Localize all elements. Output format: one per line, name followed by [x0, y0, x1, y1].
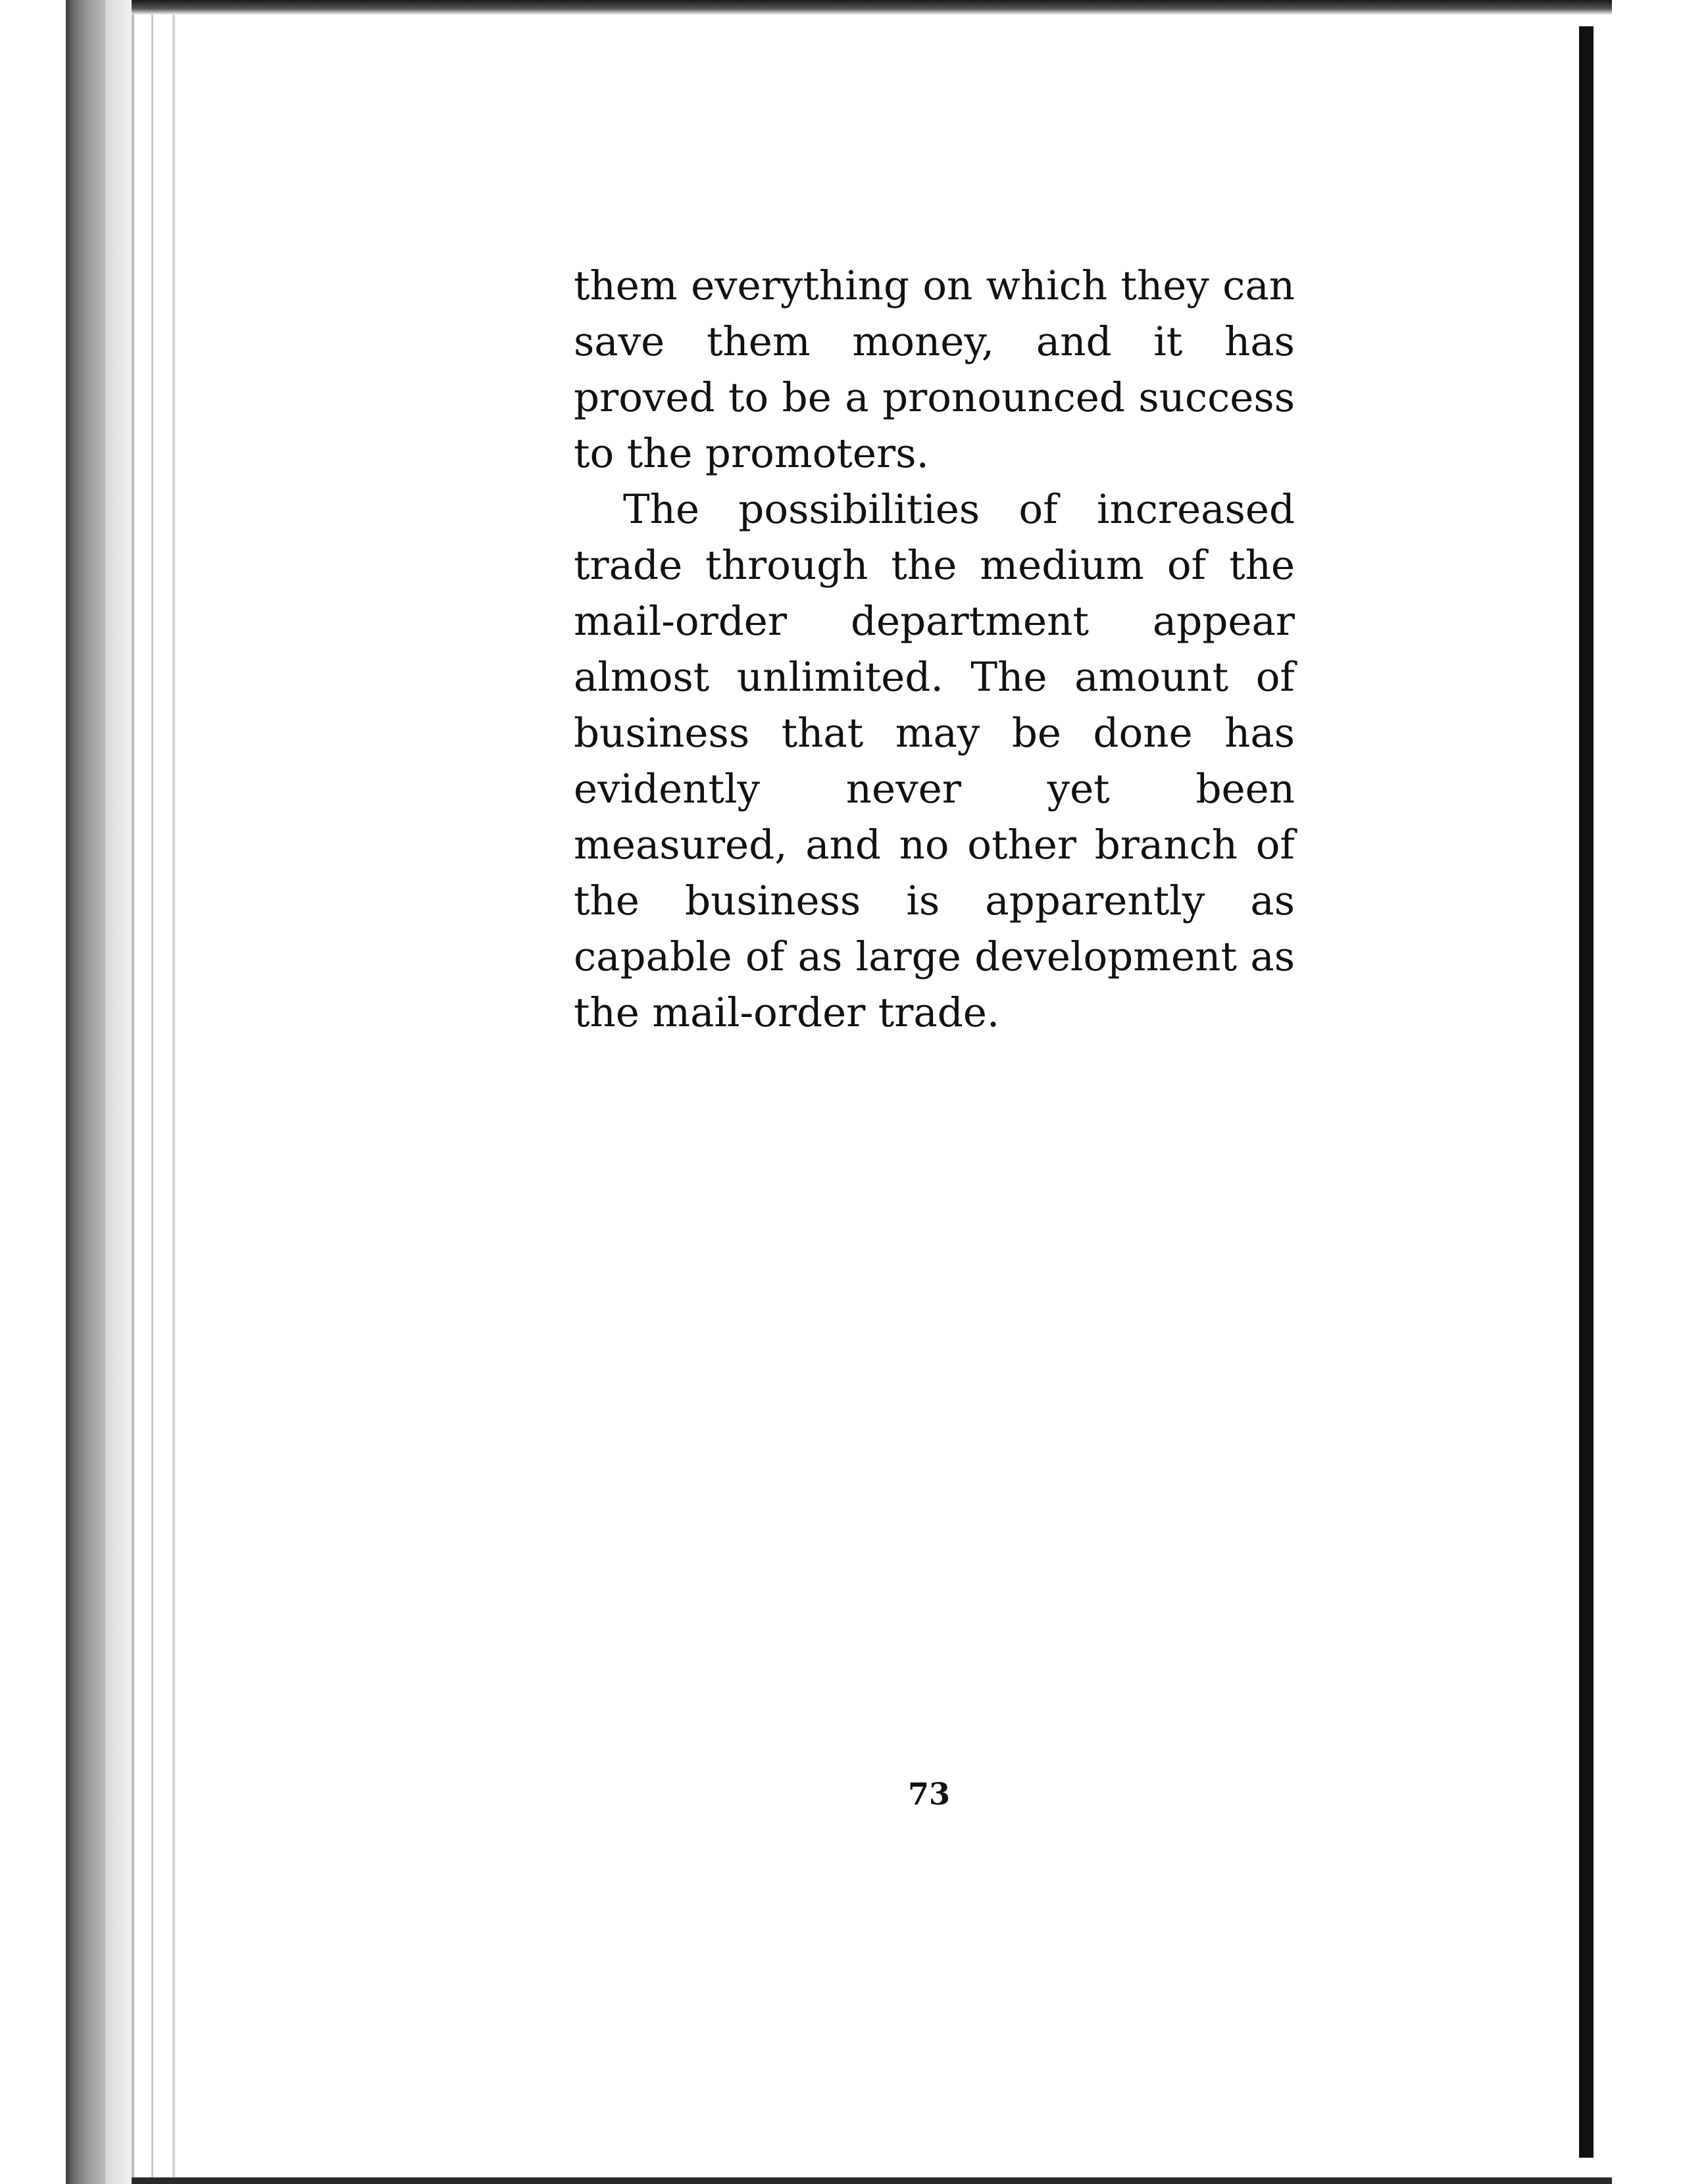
- paragraph: The possibilities of increased trade through the medium of the mail-order department appear almost unlimited. The amount of business that may be done has evidently never yet been measured, and no other branch of the business is apparently as capable of as large development as the mail-order trade.: [574, 486, 1295, 1036]
- page-edge-line: [151, 0, 153, 2184]
- page-edge-shadow: [66, 0, 105, 2184]
- page-number: 73: [908, 1776, 951, 1812]
- page-edge-stack: [105, 0, 132, 2184]
- page-edge-line: [132, 0, 134, 2184]
- book-spine: [0, 0, 178, 2184]
- body-text: [574, 258, 1295, 1041]
- right-page-edge: [1579, 26, 1594, 2158]
- page-edge-line: [172, 0, 175, 2184]
- scan-bottom-border: [132, 2177, 1612, 2184]
- paragraph-continued: them everything on which they can save them money, and it has proved to be a pronounced success to the promoters.: [574, 262, 1295, 477]
- scan-top-border: [132, 0, 1612, 14]
